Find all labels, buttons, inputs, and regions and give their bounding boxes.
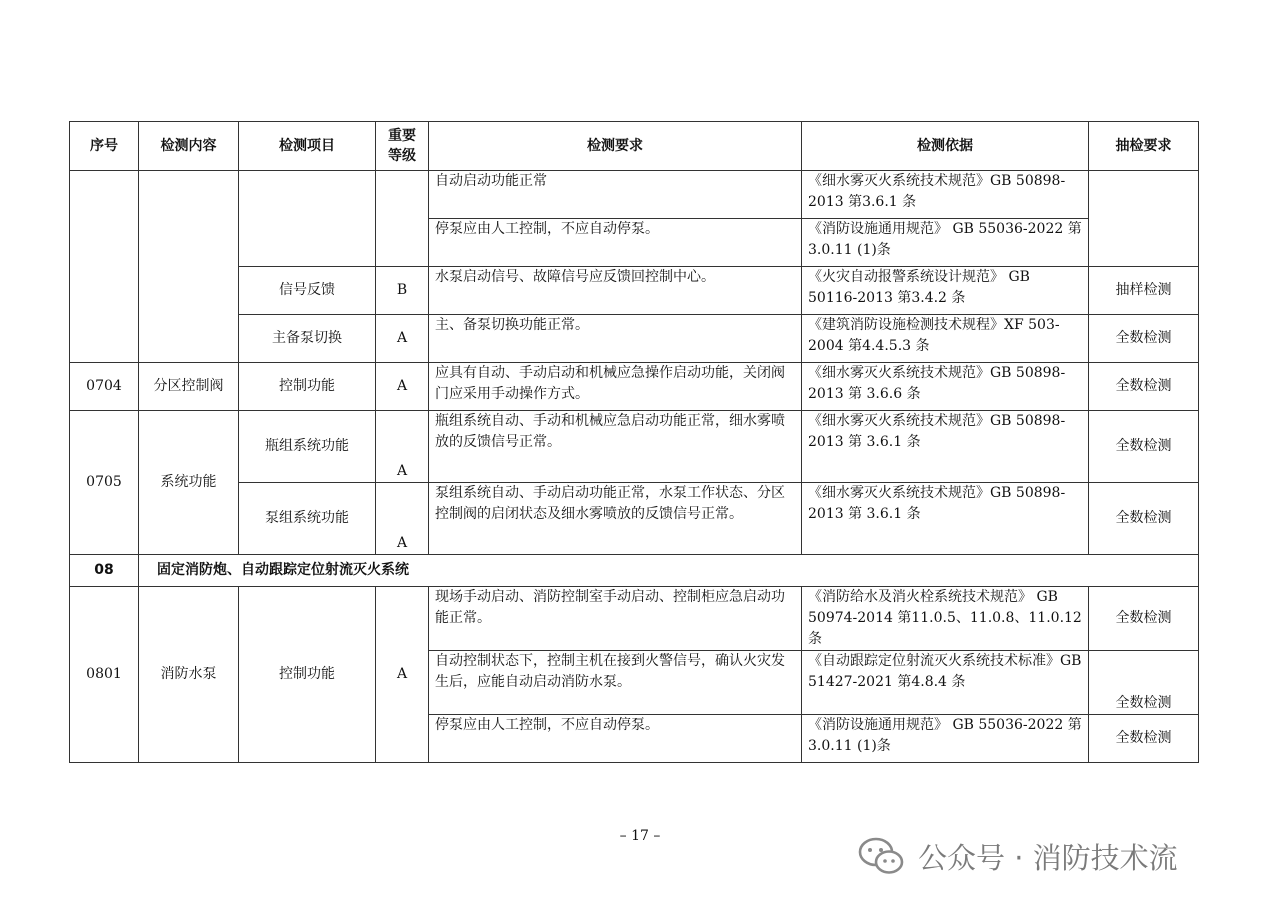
cell-sampling: 全数检测 bbox=[1089, 651, 1199, 715]
table-row bbox=[70, 363, 1199, 411]
cell-requirement: 泵组系统自动、手动启动功能正常，水泵工作状态、分区控制阀的启闭状态及细水雾喷放的反馈信号正常。 bbox=[429, 483, 802, 555]
cell-content: 分区控制阀 bbox=[139, 363, 239, 411]
cell-sampling: 全数检测 bbox=[1089, 715, 1199, 763]
cell-content bbox=[139, 171, 239, 363]
header-no: 序号 bbox=[70, 122, 139, 171]
cell-content: 消防水泵 bbox=[139, 587, 239, 763]
cell-sampling: 全数检测 bbox=[1089, 363, 1199, 411]
cell-requirement: 应具有自动、手动启动和机械应急操作启动功能，关闭阀门应采用手动操作方式。 bbox=[429, 363, 802, 411]
cell-item: 信号反馈 bbox=[239, 267, 376, 315]
cell-no: 0704 bbox=[70, 363, 139, 411]
cell-item: 主备泵切换 bbox=[239, 315, 376, 363]
wechat-icon bbox=[858, 836, 904, 876]
header-grade: 重要 等级 bbox=[376, 122, 429, 171]
cell-no: 0705 bbox=[70, 411, 139, 555]
cell-grade bbox=[376, 171, 429, 267]
cell-basis: 《消防给水及消火栓系统技术规范》 GB 50974-2014 第11.0.5、11.0.8、11.0.12 条 bbox=[802, 587, 1089, 651]
cell-sampling: 全数检测 bbox=[1089, 587, 1199, 651]
page-number: – 17 – bbox=[619, 828, 661, 844]
cell-grade: A bbox=[376, 411, 429, 483]
header-sampling: 抽检要求 bbox=[1089, 122, 1199, 171]
table-row bbox=[70, 267, 1199, 315]
cell-sampling: 抽样检测 bbox=[1089, 267, 1199, 315]
cell-item: 控制功能 bbox=[239, 587, 376, 763]
cell-basis: 《建筑消防设施检测技术规程》XF 503-2004 第4.4.5.3 条 bbox=[802, 315, 1089, 363]
cell-basis: 《细水雾灭火系统技术规范》GB 50898-2013 第3.6.1 条 bbox=[802, 171, 1089, 219]
watermark-text: 公众号 · 消防技术流 bbox=[918, 840, 1178, 875]
cell-grade: A bbox=[376, 587, 429, 763]
section-title: 固定消防炮、自动跟踪定位射流灭火系统 bbox=[139, 555, 1199, 587]
cell-requirement: 停泵应由人工控制，不应自动停泵。 bbox=[429, 715, 802, 763]
cell-item: 控制功能 bbox=[239, 363, 376, 411]
cell-no: 0801 bbox=[70, 587, 139, 763]
header-content: 检测内容 bbox=[139, 122, 239, 171]
cell-grade: B bbox=[376, 267, 429, 315]
inspection-table bbox=[69, 121, 1199, 763]
watermark bbox=[858, 834, 1248, 878]
cell-grade: A bbox=[376, 483, 429, 555]
cell-grade: A bbox=[376, 363, 429, 411]
cell-item bbox=[239, 171, 376, 267]
cell-basis: 《火灾自动报警系统设计规范》 GB 50116-2013 第3.4.2 条 bbox=[802, 267, 1089, 315]
cell-sampling bbox=[1089, 171, 1199, 267]
table-row bbox=[70, 171, 1199, 219]
header-basis: 检测依据 bbox=[802, 122, 1089, 171]
header-row bbox=[70, 122, 1199, 171]
cell-requirement: 现场手动启动、消防控制室手动启动、控制柜应急启动功能正常。 bbox=[429, 587, 802, 651]
cell-item: 泵组系统功能 bbox=[239, 483, 376, 555]
cell-basis: 《消防设施通用规范》 GB 55036-2022 第3.0.11 (1)条 bbox=[802, 219, 1089, 267]
cell-requirement: 瓶组系统自动、手动和机械应急启动功能正常，细水雾喷放的反馈信号正常。 bbox=[429, 411, 802, 483]
section-no: 08 bbox=[70, 555, 139, 587]
cell-sampling: 全数检测 bbox=[1089, 315, 1199, 363]
cell-basis: 《细水雾灭火系统技术规范》GB 50898-2013 第 3.6.1 条 bbox=[802, 483, 1089, 555]
cell-requirement: 水泵启动信号、故障信号应反馈回控制中心。 bbox=[429, 267, 802, 315]
cell-content: 系统功能 bbox=[139, 411, 239, 555]
cell-requirement: 停泵应由人工控制，不应自动停泵。 bbox=[429, 219, 802, 267]
cell-requirement: 自动控制状态下，控制主机在接到火警信号，确认火灾发生后，应能自动启动消防水泵。 bbox=[429, 651, 802, 715]
section-row bbox=[70, 555, 1199, 587]
cell-sampling: 全数检测 bbox=[1089, 483, 1199, 555]
cell-grade: A bbox=[376, 315, 429, 363]
table-row bbox=[70, 411, 1199, 483]
table-row bbox=[70, 587, 1199, 651]
cell-item: 瓶组系统功能 bbox=[239, 411, 376, 483]
cell-basis: 《自动跟踪定位射流灭火系统技术标准》GB 51427-2021 第4.8.4 条 bbox=[802, 651, 1089, 715]
cell-basis: 《细水雾灭火系统技术规范》GB 50898-2013 第 3.6.1 条 bbox=[802, 411, 1089, 483]
cell-requirement: 自动启动功能正常 bbox=[429, 171, 802, 219]
cell-sampling: 全数检测 bbox=[1089, 411, 1199, 483]
table-row bbox=[70, 315, 1199, 363]
cell-basis: 《消防设施通用规范》 GB 55036-2022 第3.0.11 (1)条 bbox=[802, 715, 1089, 763]
cell-basis: 《细水雾灭火系统技术规范》GB 50898-2013 第 3.6.6 条 bbox=[802, 363, 1089, 411]
header-requirement: 检测要求 bbox=[429, 122, 802, 171]
cell-no bbox=[70, 171, 139, 363]
header-item: 检测项目 bbox=[239, 122, 376, 171]
table-row bbox=[70, 483, 1199, 555]
cell-requirement: 主、备泵切换功能正常。 bbox=[429, 315, 802, 363]
